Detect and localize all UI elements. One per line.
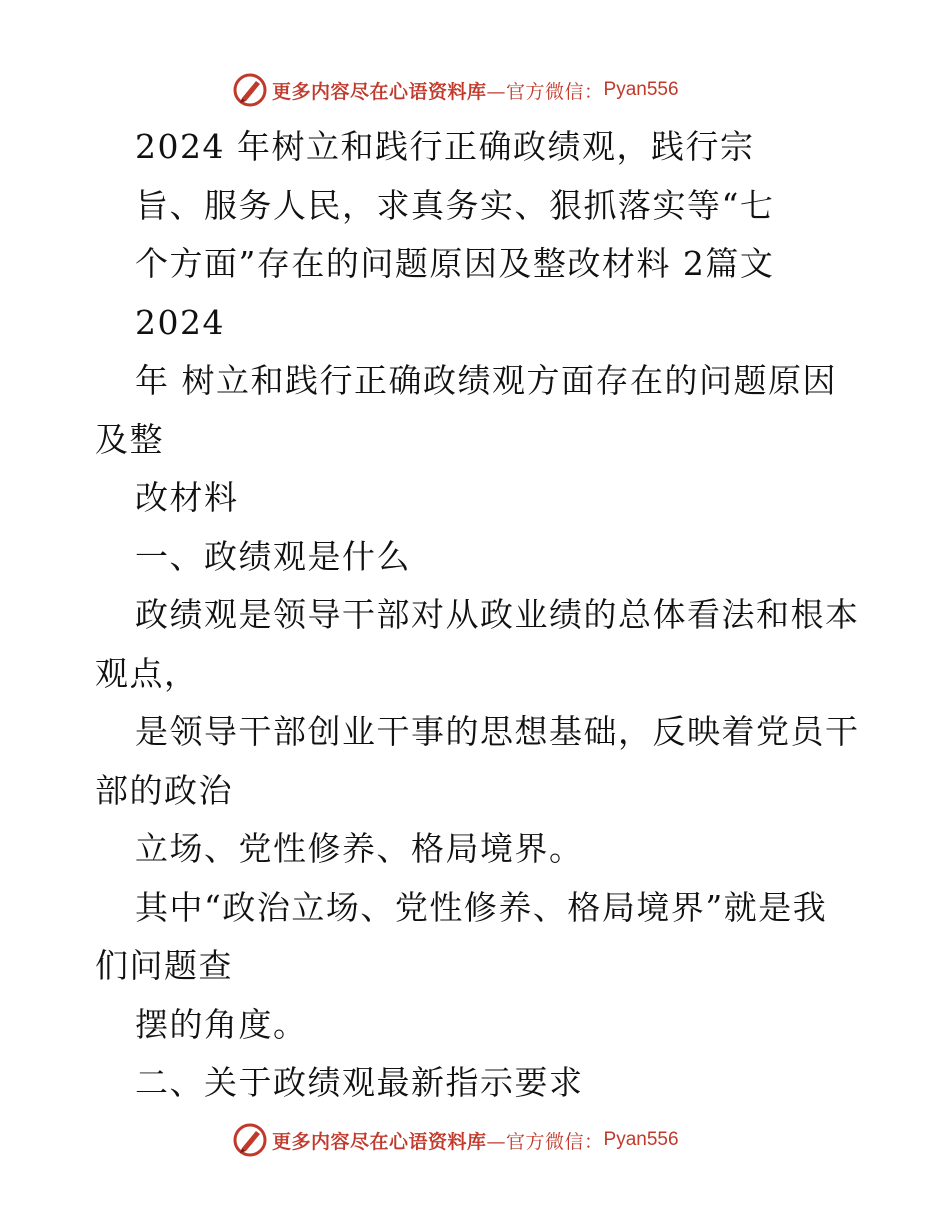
paragraph-line: 立场、党性修养、格局境界。 <box>135 829 584 868</box>
section-heading-1: 一、政绩观是什么 <box>135 536 411 576</box>
header-watermark <box>232 70 679 110</box>
paragraph-line: 是领导干部创业干事的思想基础，反映着党员干 <box>135 712 860 751</box>
paragraph-line: 部的政治 <box>95 770 233 810</box>
paragraph-line: 政绩观是领导干部对从政业绩的总体看法和根本 <box>135 595 860 634</box>
paragraph-line: 摆的角度。 <box>135 1004 308 1044</box>
watermark-separator-text: —官方微信： <box>486 80 604 103</box>
title-line-2: 旨、服务人民，求真务实、狠抓落实等“七 <box>135 185 775 225</box>
paragraph-line: 们问题查 <box>95 946 233 985</box>
title-line-3: 个方面”存在的问题原因及整改材料 2篇文 <box>135 244 775 283</box>
watermark-wechat-id: Pyan556 <box>603 79 679 100</box>
section-heading-2: 二、关于政绩观最新指示要求 <box>135 1063 584 1102</box>
watermark-main-text: 更多内容尽在心语资料库 <box>272 1130 487 1153</box>
watermark-wechat-id: Pyan556 <box>603 1129 679 1150</box>
pen-logo-icon <box>232 1122 268 1158</box>
subtitle-line-1: 年 树立和践行正确政绩观方面存在的问题原因 <box>135 361 837 400</box>
subtitle-year: 2024 <box>135 302 225 342</box>
paragraph-line: 其中“政治立场、党性修养、格局境界”就是我 <box>135 887 828 927</box>
document-body <box>95 118 875 1113</box>
watermark-main-text: 更多内容尽在心语资料库 <box>272 80 487 103</box>
title-line-1: 2024 年树立和践行正确政绩观，践行宗 <box>135 127 755 166</box>
paragraph-line: 观点， <box>95 653 199 693</box>
pen-logo-icon <box>232 72 268 108</box>
footer-watermark <box>232 1120 679 1160</box>
subtitle-line-2: 及整 <box>95 419 164 459</box>
watermark-separator-text: —官方微信： <box>486 1130 604 1153</box>
subtitle-line-3: 改材料 <box>135 478 239 517</box>
